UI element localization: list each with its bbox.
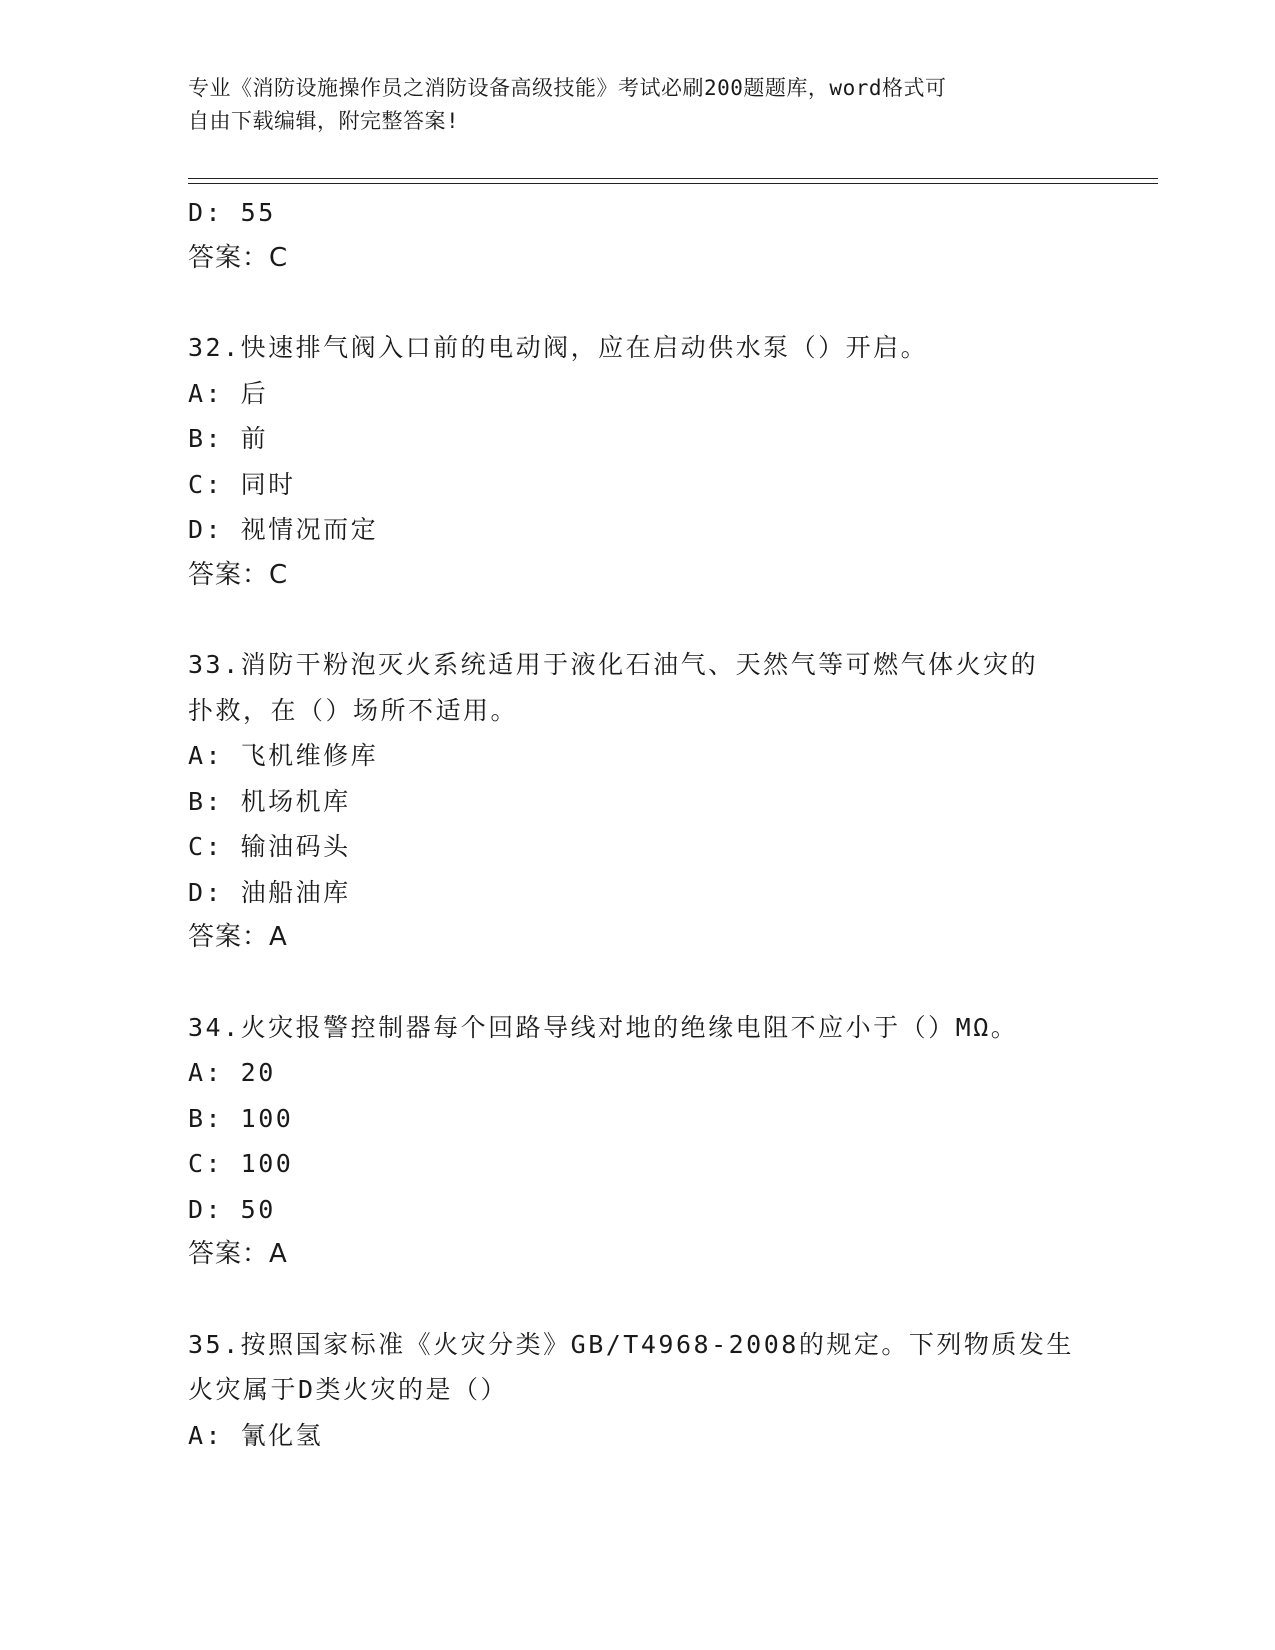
answer-line: 答案：C <box>188 559 289 590</box>
option-a: A: 后 <box>188 378 269 408</box>
option-a: A: 氰化氢 <box>188 1420 324 1450</box>
document-header <box>188 72 1088 138</box>
question-title: 34.火灾报警控制器每个回路导线对地的绝缘电阻不应小于（）MΩ。 <box>188 1012 1019 1042</box>
option-d: D: 55 <box>188 198 276 227</box>
option-d: D: 50 <box>188 1194 276 1224</box>
option-d: D: 油船油库 <box>188 877 351 907</box>
option-a: A: 20 <box>188 1058 276 1087</box>
question-title: 33.消防干粉泡灭火系统适用于液化石油气、天然气等可燃气体火灾的 <box>188 650 1039 679</box>
option-b: B: 机场机库 <box>188 786 351 816</box>
answer-line: 答案：A <box>188 922 288 952</box>
question-title-continued: 火灾属于D类火灾的是（） <box>188 1375 509 1404</box>
previous-question-fragment <box>188 190 1088 281</box>
question-title-continued: 扑救，在（）场所不适用。 <box>188 695 519 725</box>
header-line-2: 自由下载编辑，附完整答案! <box>188 109 460 133</box>
header-divider-bottom <box>188 183 1158 184</box>
question-content <box>188 190 1088 1458</box>
answer-line: 答案：C <box>188 242 289 273</box>
answer-line: 答案：A <box>188 1239 288 1269</box>
question-33 <box>188 642 1088 961</box>
question-34 <box>188 1005 1088 1278</box>
question-title: 32.快速排气阀入口前的电动阀，应在启动供水泵（）开启。 <box>188 333 929 362</box>
question-32 <box>188 325 1088 598</box>
header-divider-top <box>188 178 1158 179</box>
option-c: C: 同时 <box>188 469 296 499</box>
option-d: D: 视情况而定 <box>188 515 379 544</box>
option-b: B: 前 <box>188 424 269 453</box>
option-a: A: 飞机维修库 <box>188 741 379 770</box>
option-b: B: 100 <box>188 1103 294 1133</box>
question-title: 35.按照国家标准《火灾分类》GB/T4968-2008的规定。下列物质发生 <box>188 1329 1074 1359</box>
option-c: C: 100 <box>188 1149 294 1178</box>
question-35 <box>188 1322 1088 1459</box>
header-line-1: 专业《消防设施操作员之消防设备高级技能》考试必刷200题题库，word格式可 <box>188 76 947 100</box>
option-c: C: 输油码头 <box>188 832 351 861</box>
